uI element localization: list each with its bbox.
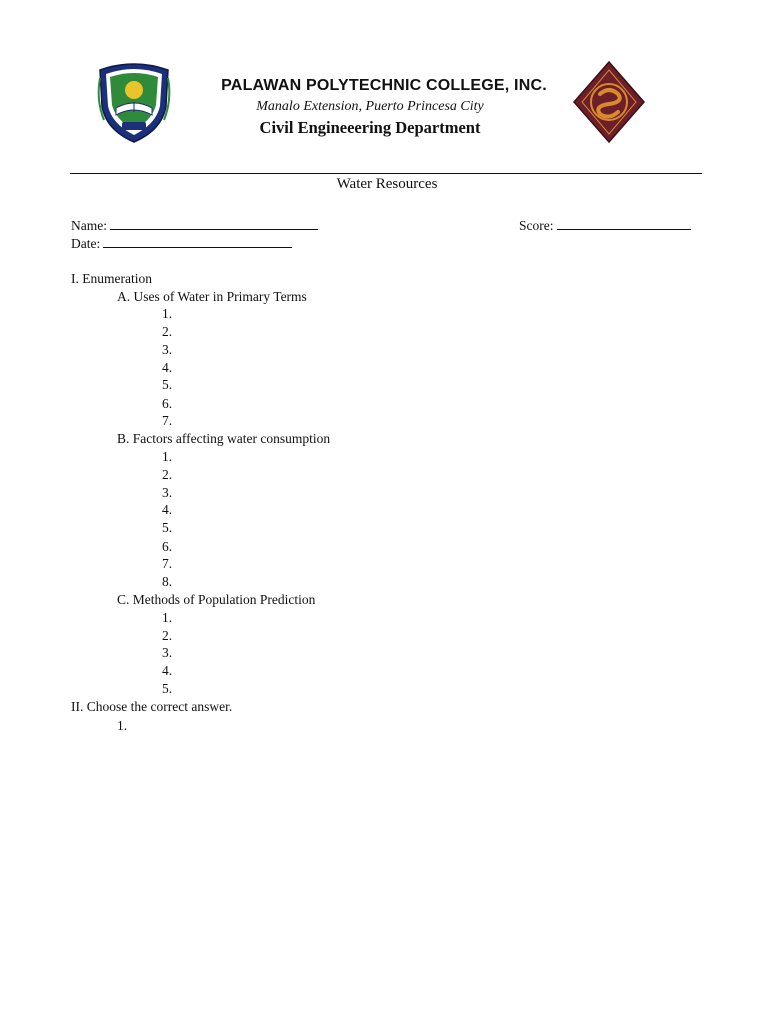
name-label: Name: (71, 218, 107, 233)
section-a-heading: A. Uses of Water in Primary Terms (117, 289, 307, 304)
score-label: Score: (519, 218, 554, 233)
date-label: Date: (71, 236, 101, 251)
list-item: 1. (162, 449, 173, 464)
list-item: 1. (162, 610, 173, 625)
list-item: 7. (162, 413, 173, 428)
list-item: 8. (162, 574, 173, 589)
score-field[interactable] (519, 217, 691, 234)
section-c-heading: C. Methods of Population Prediction (117, 592, 316, 607)
list-item: 2. (162, 467, 173, 482)
list-item: 4. (162, 663, 173, 678)
part2-heading: II. Choose the correct answer. (71, 699, 233, 714)
document-title: Water Resources (336, 176, 438, 192)
college-name: PALAWAN POLYTECHNIC COLLEGE, INC. (221, 77, 547, 94)
list-item: 3. (162, 485, 173, 500)
list-item: 5. (162, 681, 173, 696)
list-item: 2. (162, 628, 173, 643)
college-address: Manalo Extension, Puerto Princesa City (256, 99, 484, 114)
date-blank[interactable] (103, 235, 292, 248)
date-field[interactable] (71, 235, 292, 252)
list-item: 3. (162, 342, 173, 357)
header-divider (70, 173, 702, 174)
list-item: 1. (117, 718, 128, 733)
list-item: 3. (162, 645, 173, 660)
section-b-heading: B. Factors affecting water consumption (117, 431, 331, 446)
list-item: 4. (162, 502, 173, 517)
name-blank[interactable] (110, 217, 318, 230)
document-header (0, 60, 768, 150)
list-item: 6. (162, 396, 173, 411)
list-item: 7. (162, 556, 173, 571)
list-item: 2. (162, 324, 173, 339)
pice-logo-icon (572, 60, 646, 144)
list-item: 5. (162, 377, 173, 392)
score-blank[interactable] (557, 217, 691, 230)
list-item: 1. (162, 306, 173, 321)
list-item: 5. (162, 520, 173, 535)
department-name: Civil Engineeering Department (259, 118, 481, 137)
name-field[interactable] (71, 217, 318, 234)
list-item: 4. (162, 360, 173, 375)
part1-heading: I. Enumeration (71, 271, 152, 286)
list-item: 6. (162, 539, 173, 554)
